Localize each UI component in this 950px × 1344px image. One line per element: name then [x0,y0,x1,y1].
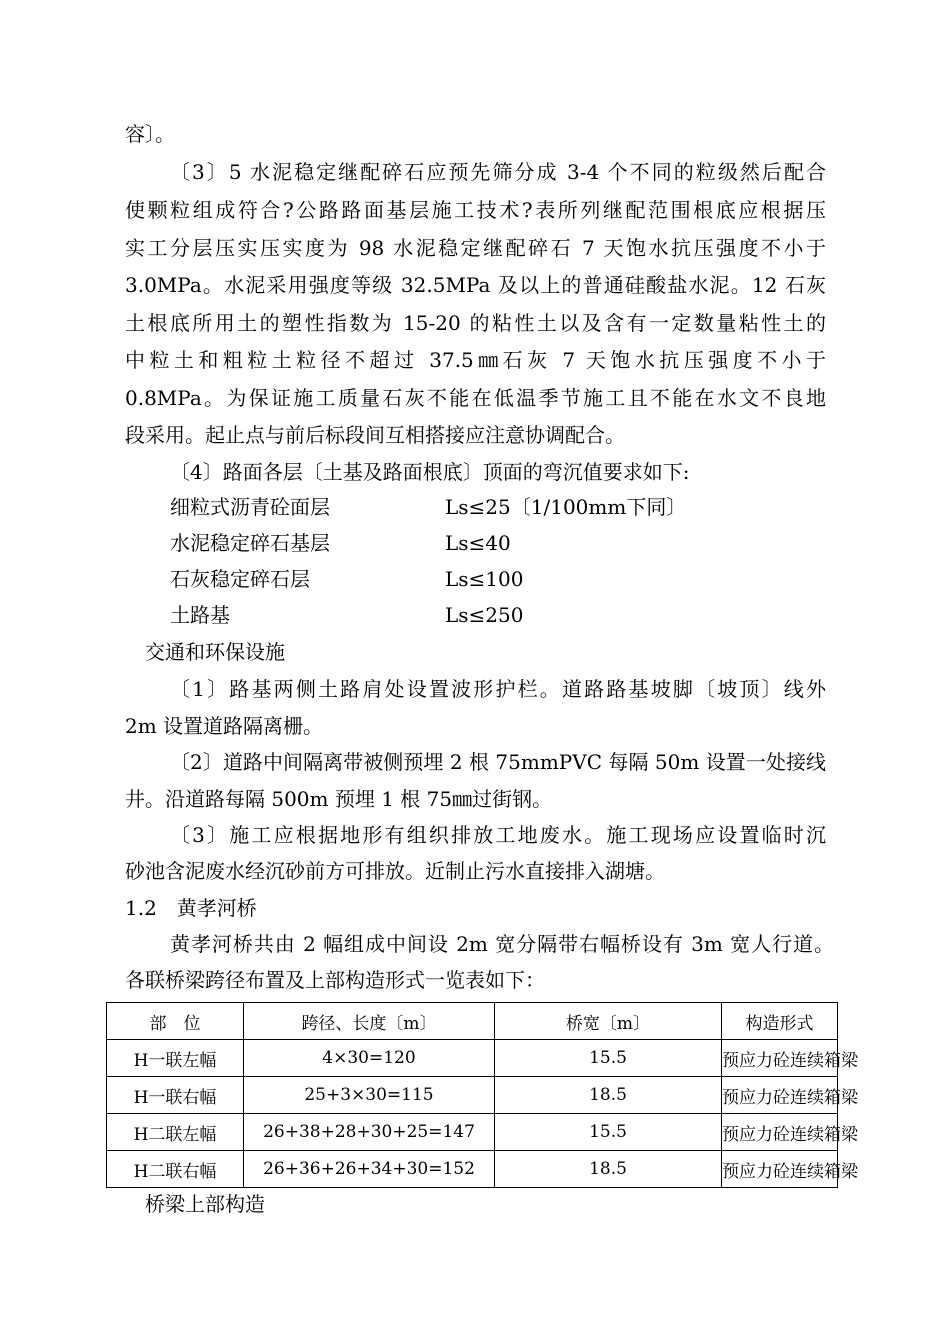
table-header-row [107,1003,838,1040]
paragraph-line: 砂池含泥废水经沉砂前方可排放。近制止污水直接排入湖塘。 [125,859,665,883]
paragraph-line: 各联桥梁跨径布置及上部构造形式一览表如下： [125,968,545,992]
table-cell: 预应力砼连续箱梁 [722,1040,838,1077]
table-cell: 15.5 [495,1040,722,1077]
paragraph-line: 实工分层压实压实度为 98 水泥稳定继配碎石 7 天饱水抗压强度不小于 [125,236,826,260]
section-heading: 交通和环保设施 [145,640,285,664]
paragraph-line: 井。沿道路每隔 500m 预埋 1 根 75㎜过街钢。 [125,787,553,811]
paragraph-line: 使颗粒组成符合?公路路面基层施工技术?表所列继配范围根底应根据压 [125,198,826,222]
table-cell: 4×30=120 [244,1040,495,1077]
table-cell: 预应力砼连续箱梁 [722,1114,838,1151]
paragraph-line: 中粒土和粗粒土粒径不超过 37.5㎜石灰 7 天饱水抗压强度不小于 [125,348,826,372]
deflection-layer: 土路基 [170,603,230,627]
text-line: 容〕。 [125,122,175,146]
table-cell: 26+36+26+34+30=152 [244,1151,495,1188]
table-cell: H二联左幅 [107,1114,244,1151]
paragraph-line: 〔3〕施工应根据地形有组织排放工地废水。施工现场应设置临时沉 [170,823,826,847]
table-row [107,1151,838,1188]
table-cell: 26+38+28+30+25=147 [244,1114,495,1151]
deflection-value: Ls≤40 [445,531,511,555]
section-heading: 1.2 黄孝河桥 [125,896,257,920]
paragraph-line: 土根底所用土的塑性指数为 15-20 的粘性土以及含有一定数量粘性土的 [125,311,826,335]
table-row [107,1077,838,1114]
paragraph-line: 〔1〕路基两侧土路肩处设置波形护栏。道路路基坡脚〔坡顶〕线外 [170,677,826,701]
table-cell: 预应力砼连续箱梁 [722,1077,838,1114]
deflection-value: Ls≤25〔1/100mm下同〕 [445,495,687,519]
paragraph-line: 2m 设置道路隔离栅。 [125,714,324,738]
deflection-value: Ls≤100 [445,567,524,591]
table-cell: 15.5 [495,1114,722,1151]
table-cell: H一联左幅 [107,1040,244,1077]
paragraph-line: 3.0MPa。水泥采用强度等级 32.5MPa 及以上的普通硅酸盐水泥。12 石灰 [125,273,826,297]
section-heading: 桥梁上部构造 [145,1192,265,1216]
table-cell: 预应力砼连续箱梁 [722,1151,838,1188]
deflection-layer: 细粒式沥青砼面层 [170,495,330,519]
table-cell: H一联右幅 [107,1077,244,1114]
table-row [107,1114,838,1151]
table-header-cell: 跨径、长度〔m〕 [244,1003,495,1040]
table-header-cell: 部 位 [107,1003,244,1040]
table-cell: H二联右幅 [107,1151,244,1188]
paragraph-line: 〔3〕5 水泥稳定继配碎石应预先筛分成 3-4 个不同的粒级然后配合 [170,160,826,184]
paragraph-line: 段采用。起止点与前后标段间互相搭接应注意协调配合。 [125,423,625,447]
paragraph-line: 〔2〕道路中间隔离带被侧预埋 2 根 75mmPVC 每隔 50m 设置一处接线 [170,750,826,774]
table-cell: 18.5 [495,1151,722,1188]
table-row [107,1040,838,1077]
bridge-span-table [106,1002,858,1188]
paragraph-line: 0.8MPa。为保证施工质量石灰不能在低温季节施工且不能在水文不良地 [125,386,826,410]
paragraph-line: 〔4〕路面各层〔土基及路面根底〕顶面的弯沉值要求如下: [170,460,690,484]
deflection-layer: 石灰稳定碎石层 [170,567,310,591]
table-cell: 25+3×30=115 [244,1077,495,1114]
table-cell: 18.5 [495,1077,722,1114]
deflection-layer: 水泥稳定碎石基层 [170,531,330,555]
table-header-cell: 桥宽〔m〕 [495,1003,722,1040]
deflection-value: Ls≤250 [445,603,524,627]
table-header-cell: 构造形式 [722,1003,838,1040]
paragraph-line: 黄孝河桥共由 2 幅组成中间设 2m 宽分隔带右幅桥设有 3m 宽人行道。 [170,932,834,956]
